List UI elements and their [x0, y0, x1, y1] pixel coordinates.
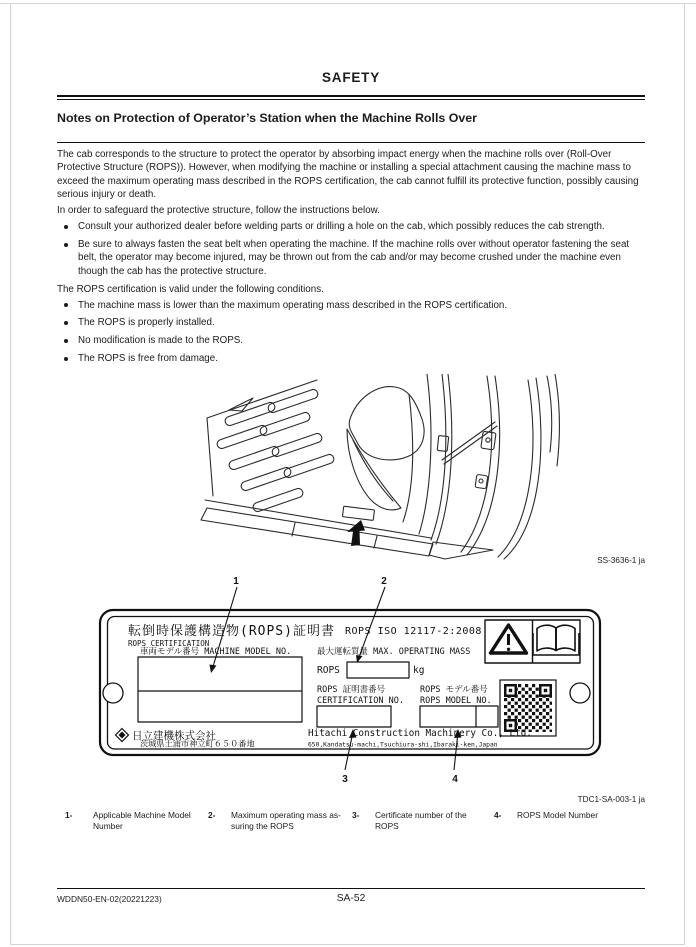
callout-2: 2 — [381, 576, 387, 587]
page-number: SA-52 — [336, 893, 366, 904]
legend-item — [494, 810, 644, 821]
panel-left-edge — [207, 418, 213, 496]
document-code: WDDN50-EN-02(20221223) — [57, 894, 162, 904]
warning-triangle-icon — [491, 625, 527, 653]
legend-label: Applicable Machine Model Number — [93, 810, 191, 831]
legend-item — [65, 810, 205, 831]
hitachi-logo-icon — [116, 729, 129, 742]
callout-arrowhead — [210, 665, 217, 674]
instruction-list — [57, 220, 646, 278]
machine-model-box — [138, 657, 302, 722]
louver-slots — [216, 388, 335, 512]
legend-item — [352, 810, 487, 831]
legend-number: 2- — [208, 810, 216, 820]
paragraph-safeguard: In order to safeguard the protective structure, follow the instructions below. — [57, 205, 380, 217]
callout-4: 4 — [452, 774, 458, 785]
cab-illustration — [195, 374, 565, 562]
callout-1: 1 — [233, 576, 239, 587]
plate-iso-standard: ROPS ISO 12117-2:2008 — [345, 626, 482, 637]
plate-title-en: ROPS CERTIFICATION — [128, 639, 210, 648]
certification-no-box — [317, 706, 391, 727]
cert-label-ja: ROPS 証明書番号 — [317, 685, 386, 695]
kg-unit: kg — [413, 665, 425, 676]
body-text — [57, 148, 646, 370]
model-label-ja: ROPS モデル番号 — [420, 685, 488, 695]
callout-3: 3 — [342, 774, 348, 785]
rops-plate-figure — [95, 572, 610, 790]
list-item: The ROPS is properly installed. — [57, 316, 646, 329]
list-item: No modification is made to the ROPS. — [57, 334, 646, 347]
mass-label: 最大運転質量 MAX. OPERATING MASS — [317, 647, 471, 657]
rops-prefix: ROPS — [317, 665, 340, 676]
paragraph-intro: The cab corresponds to the structure to protect the operator by absorbing impact energy when the machine rolls over (Roll-Over Protective Structure (ROPS)). However, when modifying the machine or installing a special attachment causing the machine mass to exceed the maximum operating mass described in the ROPS certification, the cab cannot fulfill its protective function, possibly causing serious injury or death. — [57, 149, 639, 201]
legend-number: 1- — [65, 810, 73, 820]
page-header-title: SAFETY — [321, 70, 381, 85]
cert-label-en: CERTIFICATION NO. — [317, 696, 404, 706]
rops-model-no-box — [420, 706, 498, 727]
figure-caption: SS-3636-1 ja — [597, 556, 645, 565]
list-item: Be sure to always fasten the seat belt when operating the machine. If the machine rolls over without operator fastening the seat belt, the operator may become injured, may be thrown out from the cab and/or may become crushed under the machine even though the cab has the protective structure. — [57, 238, 646, 278]
list-item: Consult your authorized dealer before welding parts or drilling a hole on the cab, which possibly reduces the cab strength. — [57, 220, 646, 233]
legend-item — [208, 810, 353, 831]
legend-label: ROPS Model Number — [517, 810, 598, 820]
footer-rule — [57, 888, 645, 889]
legend-number: 3- — [352, 810, 360, 820]
plate-title-ja: 転倒時保護構造物(ROPS)証明書 — [128, 624, 335, 639]
legend-label: Maximum operating mass as-suring the ROPS — [231, 810, 341, 831]
machine-model-label: 車両モデル番号 MACHINE MODEL NO. — [140, 647, 292, 657]
operating-mass-box — [347, 662, 409, 678]
list-item: The ROPS is free from damage. — [57, 352, 646, 365]
section-title-rule — [57, 142, 645, 143]
company-ja: 日立建機株式会社 — [132, 730, 216, 742]
address-en: 650,Kandatsu-machi,Tsuchiura-shi,Ibaraki-ken,Japan — [308, 741, 498, 749]
crescent-trim — [347, 429, 401, 510]
mounting-hole-left — [103, 683, 123, 703]
section-title: Notes on Protection of Operator’s Station when the Machine Rolls Over — [57, 111, 477, 125]
header-double-rule — [57, 95, 645, 100]
address-ja: 茨城県土浦市神立町６５０番地 — [140, 738, 255, 749]
paragraph-conditions: The ROPS certification is valid under the following conditions. — [57, 283, 324, 295]
model-label-en: ROPS MODEL NO. — [420, 696, 492, 706]
company-en: Hitachi Construction Machinery Co., Ltd. — [308, 728, 532, 739]
open-book-icon — [533, 625, 579, 655]
list-item: The machine mass is lower than the maximum operating mass described in the ROPS certification. — [57, 299, 646, 312]
panel-top-edge — [207, 380, 317, 418]
figure-caption: TDC1-SA-003-1 ja — [577, 795, 645, 804]
legend-label: Certificate number of the ROPS — [375, 810, 467, 831]
label-plate-location — [342, 506, 374, 520]
mounting-hole-right — [570, 683, 590, 703]
condition-list — [57, 299, 646, 366]
legend-number: 4- — [494, 810, 502, 820]
